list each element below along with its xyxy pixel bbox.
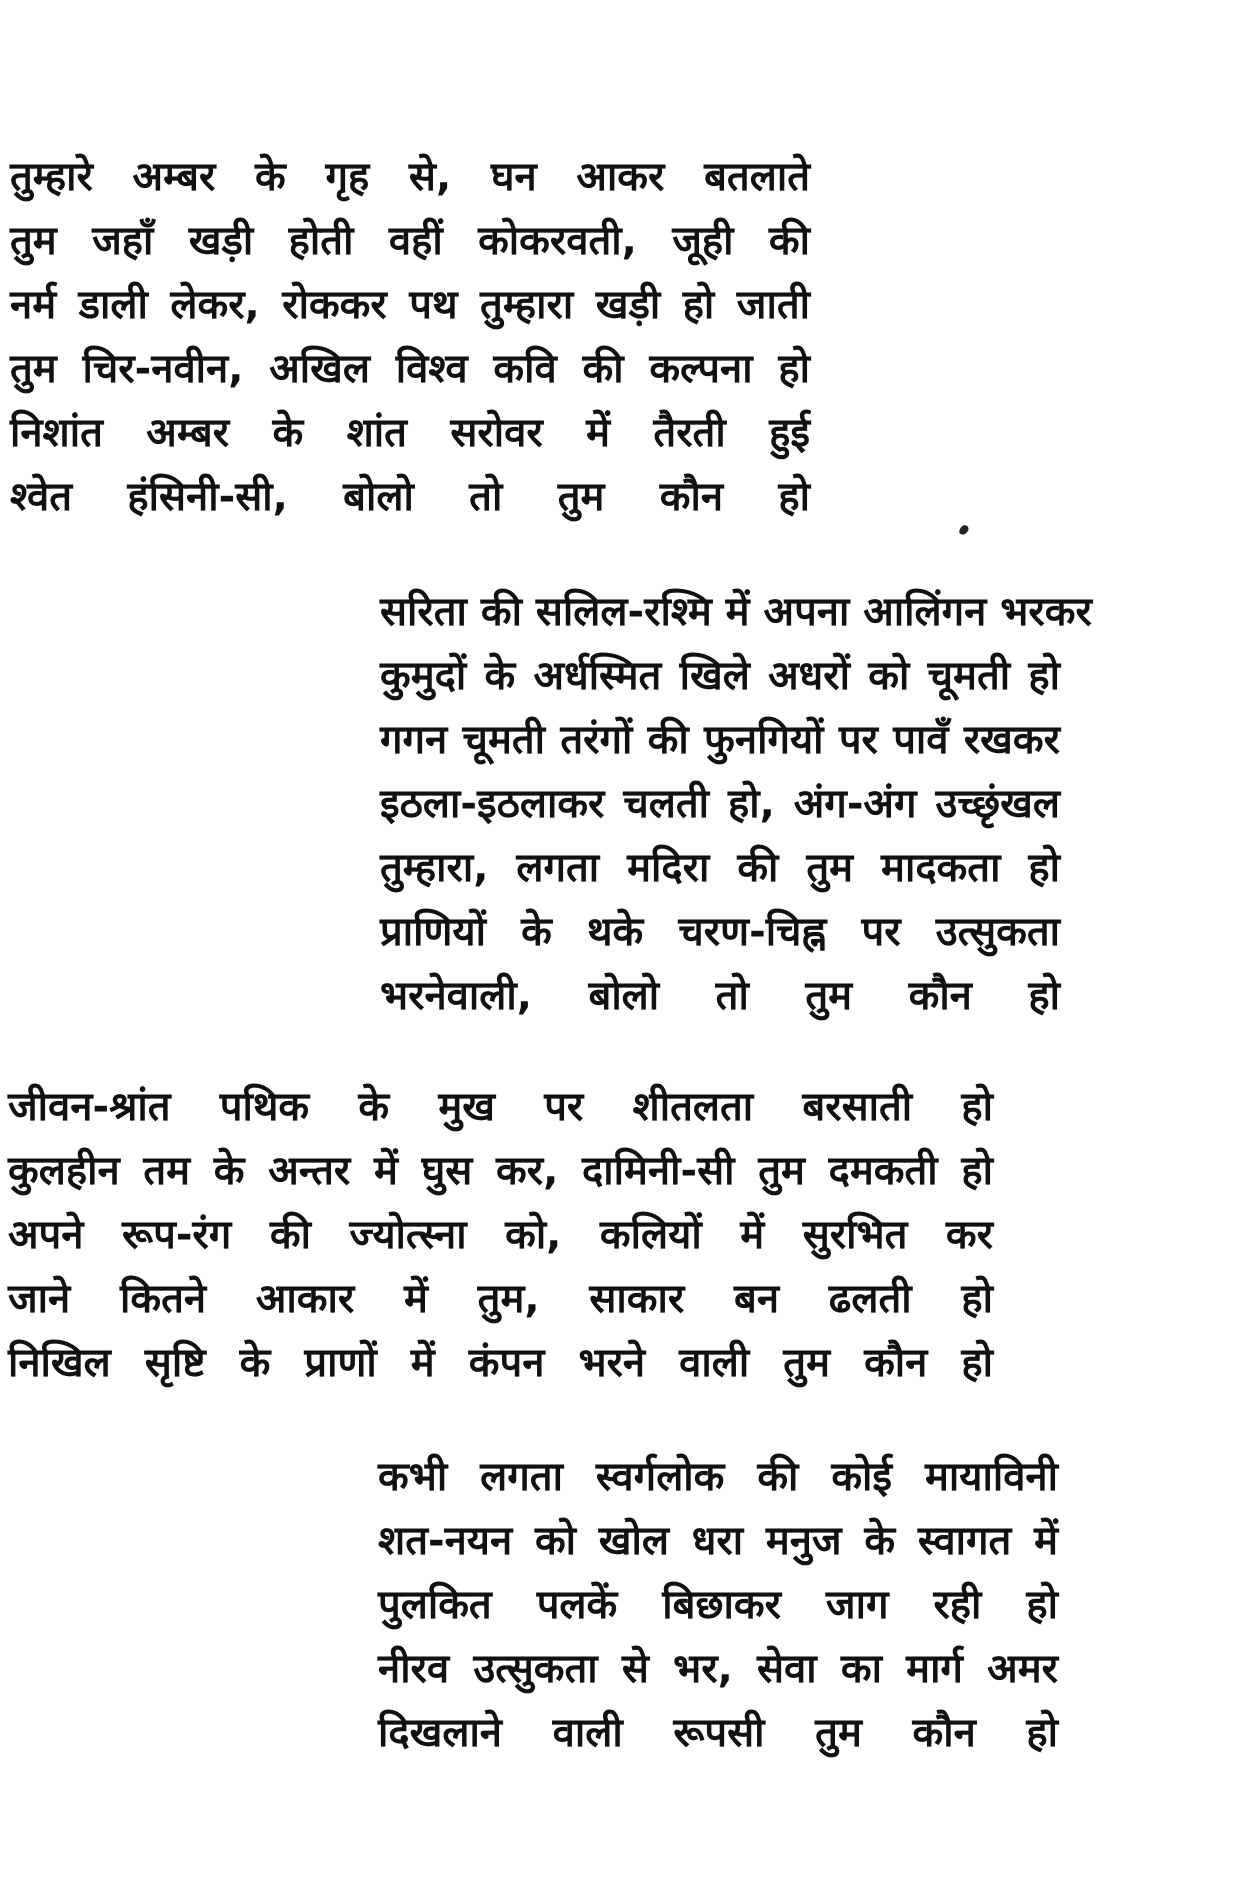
poem-line: कुलहीन तम के अन्तर में घुस कर, दामिनी-सी तुम दमकती हो (8, 1148, 993, 1194)
poem-line: कुमुदों के अर्धस्मित खिले अधरों को चूमती हो (380, 653, 1060, 699)
poem-line: तुम्हारा, लगता मदिरा की तुम मादकता हो (380, 845, 1060, 891)
ink-speck (958, 524, 969, 536)
poem-line: कभी लगता स्वर्गलोक की कोई मायाविनी (378, 1454, 1058, 1500)
poem-line: इठला-इठलाकर चलती हो, अंग-अंग उच्छृंखल (380, 781, 1060, 827)
poem-line: तुम जहाँ खड़ी होती वहीं कोकरवती, जूही की (10, 218, 810, 264)
stanza-3 (8, 1075, 993, 1395)
poem-line: निशांत अम्बर के शांत सरोवर में तैरती हुई (10, 410, 810, 456)
stanza-1 (10, 145, 810, 529)
poem-line: भरनेवाली, बोलो तो तुम कौन हो (380, 973, 1060, 1019)
poem-line: जीवन-श्रांत पथिक के मुख पर शीतलता बरसाती हो (8, 1084, 993, 1130)
poem-line: नर्म डाली लेकर, रोककर पथ तुम्हारा खड़ी हो जाती (10, 282, 810, 328)
poem-line: सरिता की सलिल-रश्मि में अपना आलिंगन भरकर (380, 589, 1092, 635)
poem-line: तुम चिर-नवीन, अखिल विश्व कवि की कल्पना हो (10, 346, 810, 392)
poem-line: दिखलाने वाली रूपसी तुम कौन हो (378, 1710, 1058, 1756)
poem-line: पुलकित पलकें बिछाकर जाग रही हो (378, 1582, 1058, 1628)
stanza-4 (378, 1445, 1058, 1765)
poem-line: अपने रूप-रंग की ज्योत्स्ना को, कलियों में सुरभित कर (8, 1212, 993, 1258)
poem-line: प्राणियों के थके चरण-चिह्न पर उत्सुकता (380, 909, 1060, 955)
poem-line: निखिल सृष्टि के प्राणों में कंपन भरने वाली तुम कौन हो (8, 1340, 993, 1386)
poem-line: गगन चूमती तरंगों की फुनगियों पर पावँ रखकर (380, 717, 1060, 763)
poem-line: शत-नयन को खोल धरा मनुज के स्वागत में (378, 1518, 1058, 1564)
poem-line: जाने कितने आकार में तुम, साकार बन ढलती हो (8, 1276, 993, 1322)
poem-line: श्वेत हंसिनी-सी, बोलो तो तुम कौन हो (10, 474, 810, 520)
stanza-2 (380, 580, 1092, 1028)
poem-line: तुम्हारे अम्बर के गृह से, घन आकर बतलाते (10, 154, 810, 200)
poem-line: नीरव उत्सुकता से भर, सेवा का मार्ग अमर (378, 1646, 1058, 1692)
